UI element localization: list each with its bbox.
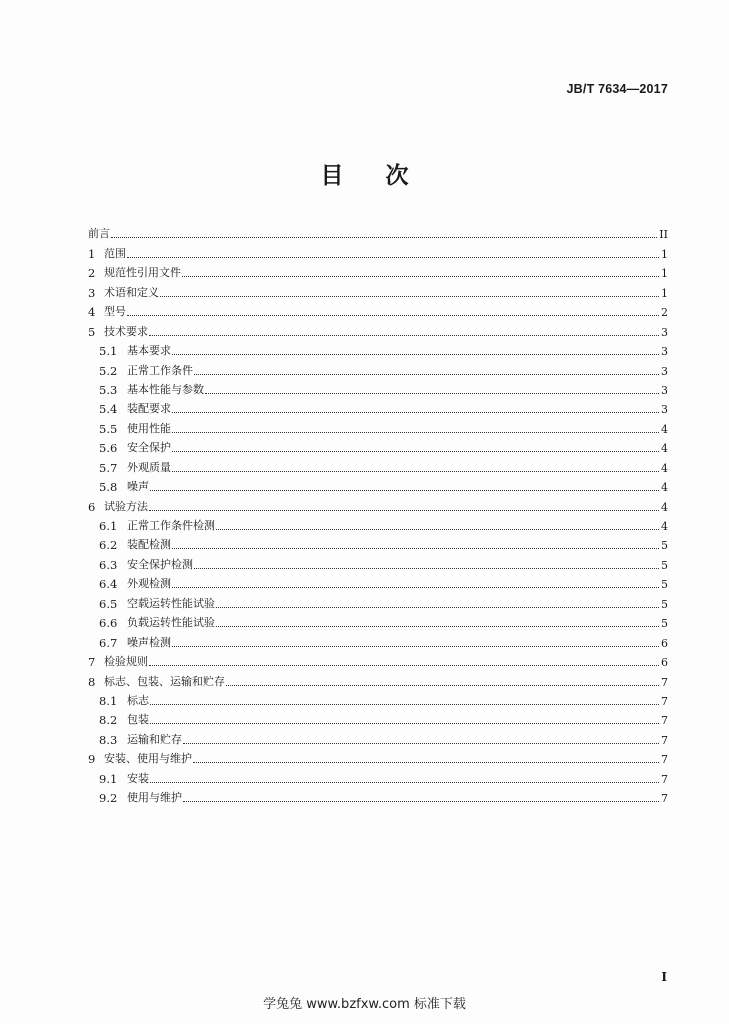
toc-entry-number: 5.2 (99, 363, 118, 378)
toc-dot-leader (172, 411, 659, 413)
table-of-contents (88, 222, 668, 805)
toc-entry-page: 5 (661, 539, 668, 553)
toc-entry-page: 7 (661, 733, 668, 747)
toc-entry-page: 3 (661, 325, 668, 339)
toc-entry-page: 6 (661, 636, 668, 650)
toc-entry[interactable] (88, 397, 668, 416)
toc-entry-number: 5.5 (99, 421, 118, 436)
toc-entry[interactable] (88, 533, 668, 552)
toc-dot-leader (172, 353, 659, 355)
toc-dot-leader (150, 722, 659, 724)
page-title (0, 157, 729, 190)
toc-entry[interactable] (88, 241, 668, 260)
toc-entry[interactable] (88, 786, 668, 805)
toc-dot-leader (216, 528, 659, 530)
toc-entry-number: 7 (88, 655, 96, 670)
toc-entry[interactable] (88, 727, 668, 746)
toc-dot-leader (149, 334, 659, 336)
toc-entry-label: 噪声检测 (127, 635, 171, 649)
toc-entry-label: 安全保护 (127, 441, 171, 455)
toc-entry[interactable] (88, 280, 668, 299)
toc-entry-label: 使用性能 (127, 421, 171, 435)
toc-entry-page: 5 (661, 558, 668, 572)
toc-entry[interactable] (88, 572, 668, 591)
toc-dot-leader (194, 567, 659, 569)
toc-entry-number: 6.3 (99, 557, 118, 572)
toc-entry[interactable] (88, 319, 668, 338)
toc-entry-page: 5 (661, 597, 668, 611)
toc-entry[interactable] (88, 222, 668, 241)
toc-entry[interactable] (88, 494, 668, 513)
toc-entry-number: 8.3 (99, 732, 118, 747)
toc-entry-page: 7 (661, 772, 668, 786)
toc-entry-page: 7 (661, 694, 668, 708)
toc-entry-label: 负载运转性能试验 (127, 616, 215, 630)
toc-entry-label: 外观检测 (127, 577, 171, 591)
toc-entry[interactable] (88, 689, 668, 708)
toc-entry-page: 6 (661, 656, 668, 670)
toc-dot-leader (182, 275, 659, 277)
toc-entry-label: 安装、使用与维护 (104, 752, 192, 766)
toc-entry-label: 型号 (104, 305, 126, 319)
toc-entry-number: 9.1 (99, 771, 118, 786)
toc-entry-label: 基本要求 (127, 344, 171, 358)
toc-entry[interactable] (88, 650, 668, 669)
toc-entry[interactable] (88, 475, 668, 494)
toc-dot-leader (111, 236, 657, 238)
toc-entry-number: 5.7 (99, 460, 118, 475)
toc-entry[interactable] (88, 708, 668, 727)
toc-dot-leader (150, 489, 659, 491)
toc-entry-label: 术语和定义 (104, 285, 159, 299)
toc-entry-label: 正常工作条件检测 (127, 519, 215, 532)
toc-entry-number: 6 (88, 499, 96, 514)
toc-entry-label: 噪声 (127, 480, 149, 494)
toc-dot-leader (216, 625, 659, 627)
toc-entry[interactable] (88, 669, 668, 688)
toc-dot-leader (172, 645, 659, 647)
toc-entry-page: 1 (661, 267, 668, 281)
toc-entry-number: 8 (88, 674, 96, 689)
toc-dot-leader (226, 684, 659, 686)
toc-entry-number: 5.6 (99, 441, 118, 456)
toc-entry-number: 5.1 (99, 344, 118, 359)
toc-entry[interactable] (88, 416, 668, 435)
toc-entry-page: 2 (661, 306, 668, 320)
toc-entry[interactable] (88, 261, 668, 280)
toc-entry-label: 外观质量 (127, 460, 171, 474)
toc-dot-leader (172, 450, 659, 452)
toc-entry-page: 4 (661, 500, 668, 514)
toc-entry-number: 6.5 (99, 596, 118, 611)
toc-entry-number: 9.2 (99, 791, 118, 806)
toc-entry-number: 9 (88, 752, 96, 767)
toc-entry-number: 8.2 (99, 713, 118, 728)
toc-entry-page: 3 (661, 383, 668, 397)
toc-entry-number: 8.1 (99, 693, 118, 708)
toc-entry[interactable] (88, 455, 668, 474)
toc-dot-leader (193, 761, 659, 763)
toc-dot-leader (149, 664, 659, 666)
toc-entry[interactable] (88, 611, 668, 630)
toc-entry[interactable] (88, 552, 668, 571)
toc-entry-label: 安全保护检测 (127, 557, 193, 571)
toc-dot-leader (172, 586, 659, 588)
toc-entry[interactable] (88, 630, 668, 649)
standard-code: JB/T 7634—2017 (566, 82, 668, 96)
footer-watermark: 学兔兔 www.bzfxw.com 标准下载 (263, 997, 466, 1012)
toc-entry[interactable] (88, 436, 668, 455)
toc-entry-page: 3 (661, 403, 668, 417)
toc-entry-number: 6.6 (99, 616, 118, 631)
toc-dot-leader (216, 606, 659, 608)
toc-entry[interactable] (88, 378, 668, 397)
toc-entry-number: 5.3 (99, 382, 118, 397)
toc-dot-leader (127, 256, 659, 258)
toc-entry-page: 4 (661, 422, 668, 436)
toc-entry-label: 标志、包装、运输和贮存 (104, 674, 225, 688)
toc-dot-leader (205, 392, 659, 394)
toc-entry-number: 6.1 (99, 519, 118, 533)
toc-entry-page: II (659, 228, 668, 242)
toc-entry-label: 使用与维护 (127, 791, 182, 805)
toc-entry[interactable] (88, 339, 668, 358)
toc-entry-label: 运输和贮存 (127, 732, 182, 746)
toc-entry-label: 装配要求 (127, 402, 171, 416)
toc-entry-label: 装配检测 (127, 538, 171, 552)
toc-entry-page: 7 (661, 792, 668, 806)
toc-entry-label: 范围 (104, 246, 126, 260)
toc-dot-leader (172, 431, 659, 433)
toc-entry-page: 7 (661, 675, 668, 689)
toc-entry-label: 试验方法 (104, 499, 148, 513)
toc-dot-leader (150, 703, 659, 705)
toc-entry-label: 规范性引用文件 (104, 266, 181, 280)
page-folio: I (661, 970, 667, 984)
toc-entry-number: 4 (88, 305, 96, 320)
toc-dot-leader (160, 295, 659, 297)
toc-entry-page: 1 (661, 247, 668, 261)
toc-entry-label: 空载运转性能试验 (127, 596, 215, 610)
toc-entry-page: 4 (661, 520, 668, 533)
title-char-2: 次 (385, 163, 409, 189)
title-char-1: 目 (320, 163, 344, 189)
toc-entry-page: 4 (661, 481, 668, 495)
toc-dot-leader (150, 781, 659, 783)
toc-entry-number: 5.8 (99, 480, 118, 495)
toc-entry-page: 3 (661, 364, 668, 378)
toc-entry-number: 2 (88, 266, 96, 281)
toc-entry-page: 4 (661, 442, 668, 456)
toc-entry[interactable] (88, 514, 668, 533)
toc-entry-label: 技术要求 (104, 324, 148, 338)
toc-entry-number: 3 (88, 285, 96, 300)
toc-dot-leader (127, 314, 659, 316)
toc-entry[interactable] (88, 591, 668, 610)
toc-dot-leader (194, 373, 659, 375)
toc-entry-label: 包装 (127, 713, 149, 727)
toc-entry-page: 3 (661, 345, 668, 359)
toc-dot-leader (183, 742, 659, 744)
toc-dot-leader (183, 800, 659, 802)
toc-entry-page: 5 (661, 617, 668, 631)
toc-entry-page: 7 (661, 753, 668, 767)
toc-entry-page: 4 (661, 461, 668, 475)
toc-entry-number: 1 (88, 246, 96, 261)
toc-entry-label: 基本性能与参数 (127, 382, 204, 396)
toc-dot-leader (172, 470, 659, 472)
toc-entry-number: 6.4 (99, 577, 118, 592)
toc-entry-page: 1 (661, 286, 668, 300)
toc-entry-number: 5.4 (99, 402, 118, 417)
toc-entry[interactable] (88, 358, 668, 377)
toc-entry-label: 标志 (127, 693, 149, 707)
toc-entry[interactable] (88, 766, 668, 785)
toc-entry-label: 前言 (88, 227, 110, 241)
toc-entry-label: 检验规则 (104, 655, 148, 669)
toc-entry-label: 正常工作条件 (127, 363, 193, 377)
toc-entry-number: 6.2 (99, 538, 118, 553)
toc-dot-leader (149, 509, 659, 511)
toc-entry[interactable] (88, 747, 668, 766)
toc-entry-label: 安装 (127, 771, 149, 785)
toc-entry-page: 5 (661, 578, 668, 592)
toc-entry-page: 7 (661, 714, 668, 728)
toc-dot-leader (172, 547, 659, 549)
toc-entry-number: 6.7 (99, 635, 118, 650)
toc-entry-number: 5 (88, 324, 96, 339)
toc-entry[interactable] (88, 300, 668, 319)
